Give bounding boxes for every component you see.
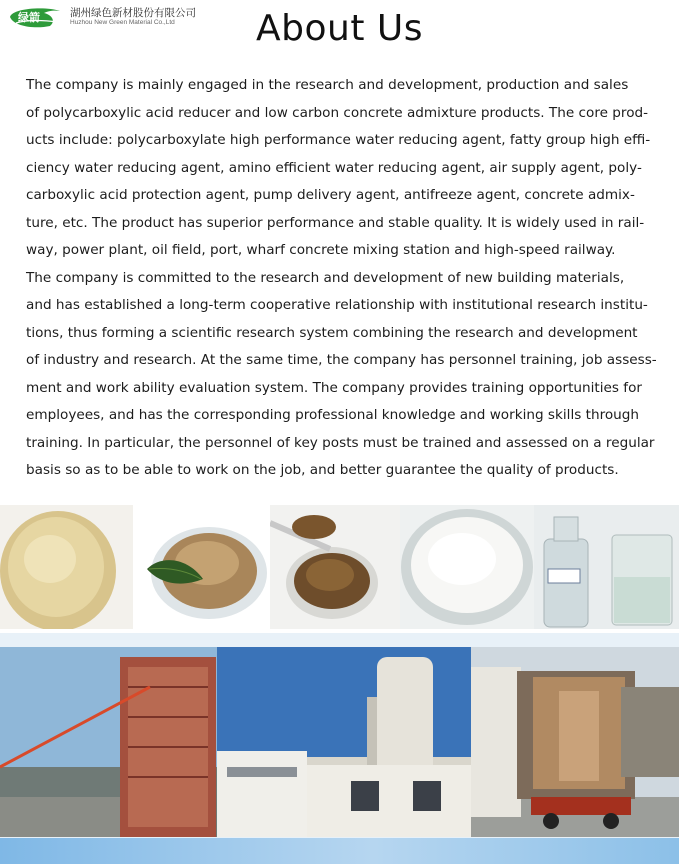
- site-photo-construction-tower: [0, 647, 217, 837]
- company-name-en: Huzhou New Green Material Co.,Ltd: [70, 19, 175, 26]
- product-photo-yellow-powder: [0, 505, 133, 629]
- company-name-cn: 湖州绿色新材股份有限公司: [70, 7, 196, 19]
- about-paragraph: The company is mainly engaged in the research and development, production and sales of polycarboxylic acid reducer and low carbon concrete admixture products. The core prod- ucts include: polycarboxylate high performance water reducing agent, fatty group high effi- ciency water reducing agent, amino efficient water reducing agent, air supply agent, poly- carboxylic acid protection agent, pump delivery agent, antifreeze agent, concrete admix- ture, etc. The product has superior performance and stable quality. It is widely used in rail- way, power plant, oil field, port, wharf concrete mixing station and high-speed railway. The company is committed to the research and development of new building materials, and has established a long-term cooperative relationship with institutional research institu- tions, thus forming a scientific research system combining the research and development of industry and research. At the same time, the company has personnel training, job assess- ment and work ability evaluation system. The company provides training opportunities for employees, and has the corresponding professional knowledge and working skills through training. In particular, the personnel of key posts must be trained and assessed on a regular basis so as to be able to work on the job, and better guarantee the quality of products.: [26, 77, 657, 478]
- logo-mark-text: 绿箭: [18, 11, 40, 24]
- product-photo-brown-powder-spoon: [270, 505, 400, 629]
- page-title: About Us: [256, 8, 423, 49]
- product-photo-liquid-bottles: [534, 505, 679, 629]
- site-photo-factory-silo: [217, 647, 471, 837]
- product-photo-white-powder: [400, 505, 534, 629]
- footer-strip: [0, 838, 679, 864]
- site-photo-shipping-container: [471, 647, 679, 837]
- product-photo-brown-powder-dish: [133, 505, 270, 629]
